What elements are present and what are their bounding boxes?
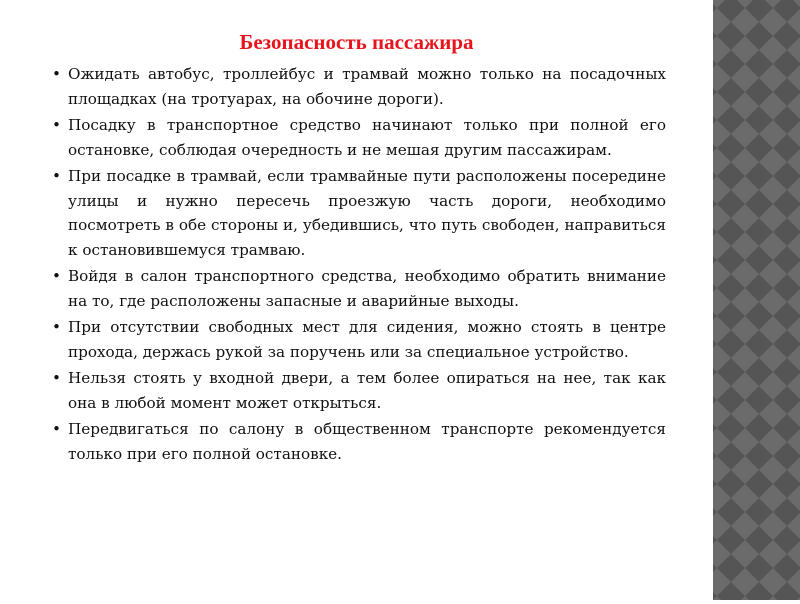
list-item: • При отсутствии свободных мест для сидения, можно стоять в центре прохода, держась рукой за поручень или за специальное устройство. [52, 315, 666, 364]
slide-title: Безопасность пассажира [239, 30, 474, 54]
bullet-icon: • [52, 420, 61, 438]
list-item: • Посадку в транспортное средство начинают только при полной его остановке, соблюдая очередность и не мешая другим пассажирам. [52, 113, 666, 162]
bullet-icon: • [52, 267, 61, 285]
bullet-icon: • [52, 167, 61, 185]
bullet-icon: • [52, 116, 61, 134]
bullet-list [52, 62, 666, 468]
bullet-icon: • [52, 318, 61, 336]
list-item: • Войдя в салон транспортного средства, необходимо обратить внимание на то, где расположены запасные и аварийные выходы. [52, 264, 666, 313]
list-item: • Нельзя стоять у входной двери, а тем более опираться на нее, так как она в любой момент может открыться. [52, 366, 666, 415]
list-item: • При посадке в трамвай, если трамвайные пути расположены посередине улицы и нужно пересечь проезжую часть дороги, необходимо посмотреть в обе стороны и, убедившись, что путь свободен, направиться к остановившемуся трамваю. [52, 164, 666, 262]
decorative-diamond-panel [713, 0, 800, 600]
diamond-pattern [713, 0, 800, 600]
bullet-icon: • [52, 369, 61, 387]
list-item: • Ожидать автобус, троллейбус и трамвай можно только на посадочных площадках (на тротуарах, на обочине дороги). [52, 62, 666, 111]
bullet-icon: • [52, 65, 61, 83]
list-item: • Передвигаться по салону в общественном транспорте рекомендуется только при его полной остановке. [52, 417, 666, 466]
